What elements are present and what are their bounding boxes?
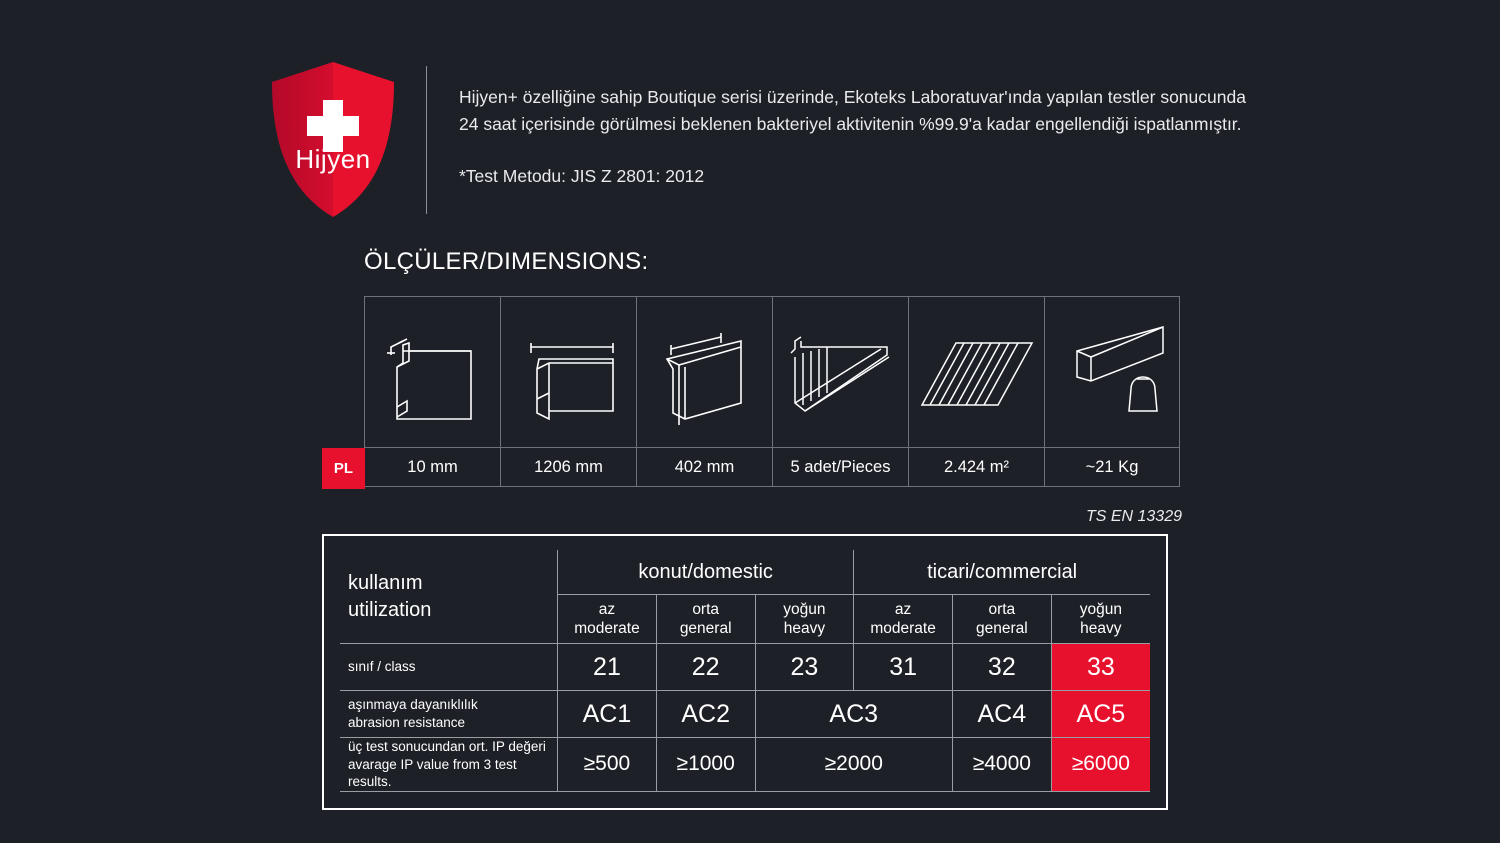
abrasion-value-domestic-general: AC2 [656, 691, 755, 738]
classification-table-container [322, 534, 1168, 810]
sub-header-line2: general [679, 620, 732, 637]
hygiene-text-block [459, 60, 1259, 190]
hygiene-paragraph: Hijyen+ özelliğine sahip Boutique serisi üzerinde, Ekoteks Laboratuvar'ında yapılan testler sonucunda 24 saat içerisinde görülmesi beklenen bakteriyel aktivitenin %99.9'a kadar engellendiği ispatlanmıştır. [459, 87, 1246, 134]
sub-header-commercial-heavy [1051, 595, 1150, 644]
dimension-icon-cell-width [636, 296, 772, 448]
row-label-line2: abrasion resistance [348, 715, 466, 730]
class-value-commercial-moderate: 31 [854, 644, 953, 691]
dimension-label-area: 2.424 m² [908, 447, 1044, 487]
ip-value-commercial-general: ≥4000 [952, 738, 1051, 792]
class-value-commercial-general: 32 [952, 644, 1051, 691]
sub-header-line1: yoğun [1079, 600, 1122, 618]
table-row-ip-value [340, 738, 1150, 792]
dimension-label-pieces: 5 adet/Pieces [772, 447, 908, 487]
class-value-commercial-heavy: 33 [1051, 644, 1150, 691]
dimension-label-length: 1206 mm [500, 447, 636, 487]
sub-header-line1: orta [692, 600, 720, 618]
abrasion-value-commercial-heavy: AC5 [1051, 691, 1150, 738]
sub-header-line1: orta [988, 600, 1016, 618]
utilization-label-tr: kullanım [348, 571, 423, 594]
dimension-icon-cell-pieces [772, 296, 908, 448]
plank-area-icon [912, 307, 1042, 437]
ip-value-commercial-heavy: ≥6000 [1051, 738, 1150, 792]
sub-header-domestic-general [656, 595, 755, 644]
utilization-label-en: utilization [348, 598, 432, 621]
standard-norm-label: TS EN 13329 [1085, 508, 1182, 525]
table-row-group-header [340, 550, 1150, 595]
row-label-class: sınıf / class [340, 644, 558, 691]
ip-value-domestic-heavy: ≥2000 [755, 738, 952, 792]
pl-badge: PL [322, 448, 365, 489]
sub-header-line1: az [894, 600, 912, 618]
plank-stack-icon [777, 307, 905, 437]
sub-header-commercial-general [952, 595, 1051, 644]
dimension-icon-cell-length [500, 296, 636, 448]
abrasion-value-commercial-general: AC4 [952, 691, 1051, 738]
class-value-domestic-general: 22 [656, 644, 755, 691]
abrasion-value-domestic-heavy: AC3 [755, 691, 952, 738]
dimension-icon-cell-thickness [364, 296, 500, 448]
class-value-domestic-moderate: 21 [558, 644, 657, 691]
group-header-commercial: ticari/commercial [854, 550, 1150, 595]
dimension-icon-cell-area [908, 296, 1044, 448]
dimension-label-weight: ~21 Kg [1044, 447, 1180, 487]
row-label-abrasion [340, 691, 558, 738]
sub-header-line2: general [975, 620, 1028, 637]
plank-length-icon [509, 307, 629, 437]
plank-thickness-icon [373, 307, 493, 437]
sub-header-commercial-moderate [854, 595, 953, 644]
sub-header-line2: moderate [574, 620, 640, 637]
table-row-class [340, 644, 1150, 691]
sub-header-line2: heavy [783, 620, 826, 637]
shield-with-cross-icon [268, 60, 398, 220]
dimension-label-width: 402 mm [636, 447, 772, 487]
row-label-line2: avarage IP value from 3 test results. [348, 756, 517, 790]
package-weight-icon [1047, 307, 1177, 437]
sub-header-line1: yoğun [783, 600, 826, 618]
row-label-line1: aşınmaya dayanıklılık [348, 697, 478, 713]
dimensions-table [364, 296, 1184, 487]
classification-table [340, 550, 1150, 792]
sub-header-domestic-moderate [558, 595, 657, 644]
vertical-divider [426, 66, 427, 214]
table-row-abrasion [340, 691, 1150, 738]
plank-width-icon [645, 307, 765, 437]
test-method-note: *Test Metodu: JIS Z 2801: 2012 [459, 166, 705, 187]
dimension-label-thickness: 10 mm [364, 447, 500, 487]
sub-header-line2: moderate [870, 620, 936, 637]
dimensions-icon-row [364, 296, 1184, 448]
class-value-domestic-heavy: 23 [755, 644, 854, 691]
row-label-line1: üç test sonucundan ort. IP değeri [348, 739, 546, 754]
shield-label: Hijyen [295, 144, 371, 174]
ip-value-domestic-moderate: ≥500 [558, 738, 657, 792]
hygiene-banner [268, 60, 1259, 220]
utilization-header-cell [340, 550, 558, 644]
sub-header-domestic-heavy [755, 595, 854, 644]
row-label-ip-value [340, 738, 558, 792]
sub-header-line2: heavy [1080, 620, 1122, 637]
dimension-icon-cell-weight [1044, 296, 1180, 448]
dimensions-label-row [364, 447, 1184, 487]
abrasion-value-domestic-moderate: AC1 [558, 691, 657, 738]
group-header-domestic: konut/domestic [558, 550, 854, 595]
dimensions-title: ÖLÇÜLER/DIMENSIONS: [364, 248, 649, 275]
sub-header-line1: az [598, 600, 616, 618]
ip-value-domestic-general: ≥1000 [656, 738, 755, 792]
